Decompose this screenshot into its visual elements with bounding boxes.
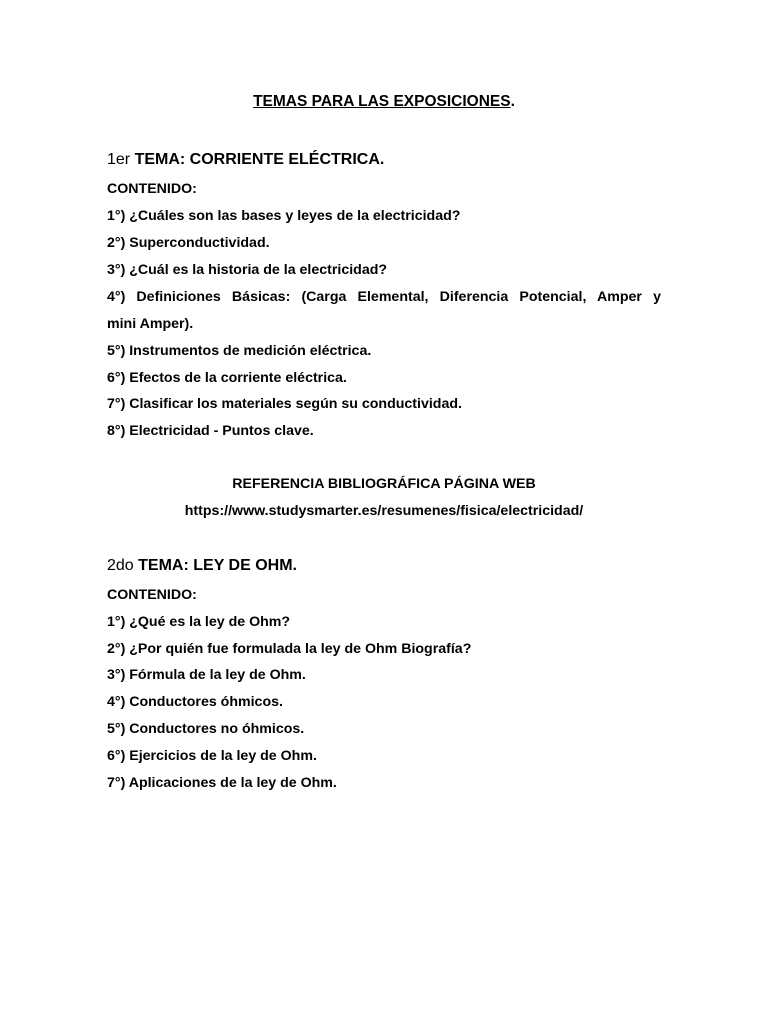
tema1-item-4-continuation: mini Amper). <box>107 316 194 332</box>
tema2-item-6: 6°) Ejercicios de la ley de Ohm. <box>107 748 317 764</box>
tema1-item-1: 1°) ¿Cuáles son las bases y leyes de la electricidad? <box>107 208 461 224</box>
tema2-heading <box>107 555 297 577</box>
tema1-title: TEMA: CORRIENTE ELÉCTRICA. <box>134 151 385 168</box>
tema1-item-3: 3°) ¿Cuál es la historia de la electricidad? <box>107 262 388 278</box>
tema2-prefix: 2do <box>107 557 139 574</box>
document-title-suffix: . <box>510 93 515 110</box>
tema1-item-4: 4°) Definiciones Básicas: (Carga Elemental, Diferencia Potencial, Amper y <box>107 289 661 305</box>
document-title <box>0 91 768 113</box>
tema2-contenido-label: CONTENIDO: <box>107 587 197 603</box>
tema1-item-5: 5°) Instrumentos de medición eléctrica. <box>107 343 372 359</box>
tema1-contenido-label: CONTENIDO: <box>107 181 197 197</box>
tema1-heading <box>107 149 384 171</box>
reference-heading: REFERENCIA BIBLIOGRÁFICA PÁGINA WEB <box>232 476 536 492</box>
tema1-item-6: 6°) Efectos de la corriente eléctrica. <box>107 370 347 386</box>
tema1-item-7: 7°) Clasificar los materiales según su conductividad. <box>107 396 462 412</box>
tema1-item-2: 2°) Superconductividad. <box>107 235 270 251</box>
tema2-item-2: 2°) ¿Por quién fue formulada la ley de Ohm Biografía? <box>107 641 472 657</box>
tema2-item-4: 4°) Conductores óhmicos. <box>107 694 283 710</box>
document-title-text: TEMAS PARA LAS EXPOSICIONES <box>253 93 511 110</box>
tema1-prefix: 1er <box>107 151 135 168</box>
tema2-title: TEMA: LEY DE OHM. <box>138 557 297 574</box>
tema2-item-7: 7°) Aplicaciones de la ley de Ohm. <box>107 775 337 791</box>
tema2-item-1: 1°) ¿Qué es la ley de Ohm? <box>107 614 291 630</box>
reference-url: https://www.studysmarter.es/resumenes/fisica/electricidad/ <box>184 503 584 519</box>
tema1-item-8: 8°) Electricidad - Puntos clave. <box>107 423 314 439</box>
tema2-item-3: 3°) Fórmula de la ley de Ohm. <box>107 667 306 683</box>
tema2-item-5: 5°) Conductores no óhmicos. <box>107 721 305 737</box>
